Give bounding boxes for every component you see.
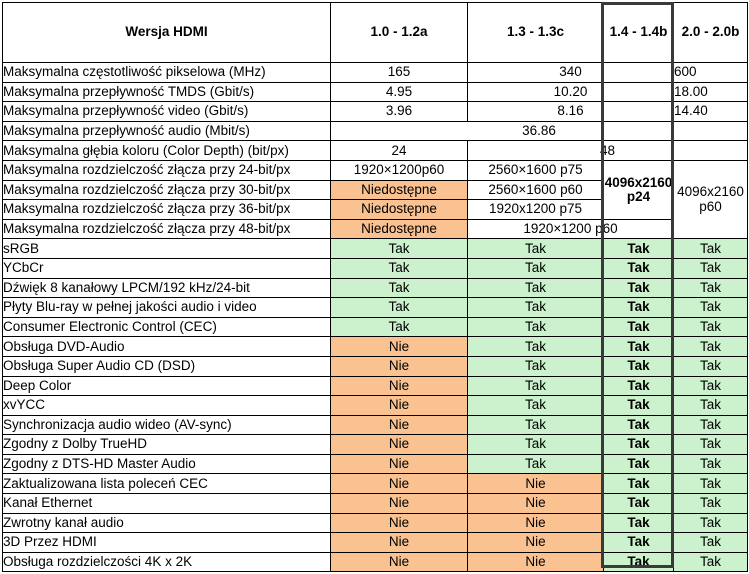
value-cell: Tak xyxy=(674,258,748,278)
value-cell: 3.96 xyxy=(331,102,468,122)
value-cell: Tak xyxy=(468,454,604,474)
row-label: Zwrotny kanał audio xyxy=(3,513,331,533)
value-cell: Tak xyxy=(468,239,604,259)
row-label: Dźwięk 8 kanałowy LPCM/192 kHz/24-bit xyxy=(3,278,331,298)
value-cell: Tak xyxy=(604,258,674,278)
row-audio-return-channel xyxy=(3,513,748,533)
hdmi-version-table xyxy=(2,2,748,572)
value-cell: Tak xyxy=(331,298,468,318)
value-cell-hdmi20-max-res: 4096x2160 p60 xyxy=(674,160,748,238)
value-cell: 36.86 xyxy=(331,121,748,141)
value-cell: Nie xyxy=(331,337,468,357)
col-header-10-12a: 1.0 - 1.2a xyxy=(331,3,468,63)
value-cell: Tak xyxy=(604,317,674,337)
value-cell: Tak xyxy=(674,396,748,416)
row-label: Maksymalna przepływność TMDS (Gbit/s) xyxy=(3,82,331,102)
value-cell: Tak xyxy=(604,239,674,259)
value-cell: Nie xyxy=(331,533,468,553)
header-row xyxy=(3,3,748,63)
row-ethernet-channel xyxy=(3,494,748,514)
value-cell: Tak xyxy=(674,454,748,474)
row-label: Maksymalna głębia koloru (Color Depth) (bit/px) xyxy=(3,141,331,161)
row-label: Płyty Blu-ray w pełnej jakości audio i video xyxy=(3,298,331,318)
value-cell: Niedostępne xyxy=(331,180,468,200)
row-label: 3D Przez HDMI xyxy=(3,533,331,553)
value-cell: Nie xyxy=(468,474,604,494)
value-cell: Tak xyxy=(468,396,604,416)
row-label: Maksymalna przepływność audio (Mbit/s) xyxy=(3,121,331,141)
value-cell: Tak xyxy=(604,356,674,376)
row-ycbcr xyxy=(3,258,748,278)
row-label: Synchronizacja audio wideo (AV-sync) xyxy=(3,415,331,435)
value-cell: Tak xyxy=(674,278,748,298)
value-cell: Tak xyxy=(674,552,748,572)
value-cell: Tak xyxy=(674,376,748,396)
value-cell: 1920×1200 p60 xyxy=(468,219,674,239)
value-cell: Tak xyxy=(604,494,674,514)
value-cell: Nie xyxy=(331,356,468,376)
row-label: Kanał Ethernet xyxy=(3,494,331,514)
row-label: Maksymalna rozdzielczość złącza przy 48-bit/px xyxy=(3,219,331,239)
row-label: Zgodny z Dolby TrueHD xyxy=(3,435,331,455)
value-cell: Tak xyxy=(468,415,604,435)
row-label: Zgodny z DTS-HD Master Audio xyxy=(3,454,331,474)
value-cell: Tak xyxy=(604,552,674,572)
row-av-sync xyxy=(3,415,748,435)
value-cell: Tak xyxy=(468,376,604,396)
row-xvycc xyxy=(3,396,748,416)
value-cell: Nie xyxy=(468,513,604,533)
value-cell: Nie xyxy=(331,396,468,416)
value-cell: 1920×1200p60 xyxy=(331,160,468,180)
value-cell: Tak xyxy=(331,278,468,298)
row-lpcm-audio xyxy=(3,278,748,298)
value-cell: Nie xyxy=(331,474,468,494)
value-cell: Tak xyxy=(604,435,674,455)
value-cell: Nie xyxy=(468,494,604,514)
value-cell: Tak xyxy=(674,298,748,318)
value-cell: Tak xyxy=(331,258,468,278)
row-label: sRGB xyxy=(3,239,331,259)
value-cell: Tak xyxy=(331,317,468,337)
col-header-14-14b: 1.4 - 1.4b xyxy=(604,3,674,63)
row-tmds-bandwidth xyxy=(3,82,748,102)
row-deep-color xyxy=(3,376,748,396)
row-resolution-48bit xyxy=(3,219,748,239)
value-cell: 600 xyxy=(674,63,748,83)
value-cell: Nie xyxy=(331,552,468,572)
value-cell: Tak xyxy=(604,415,674,435)
row-cec-updated-commands xyxy=(3,474,748,494)
value-cell: Tak xyxy=(331,239,468,259)
value-cell: Tak xyxy=(468,278,604,298)
value-cell: Tak xyxy=(468,337,604,357)
value-cell: 2560×1600 p75 xyxy=(468,160,604,180)
value-cell: Tak xyxy=(604,396,674,416)
value-cell: Nie xyxy=(331,454,468,474)
value-cell: 8.16 xyxy=(468,102,674,122)
value-cell: Tak xyxy=(674,494,748,514)
row-label: xvYCC xyxy=(3,396,331,416)
value-cell: Tak xyxy=(604,533,674,553)
value-cell: Niedostępne xyxy=(331,200,468,220)
col-header-13-13c: 1.3 - 1.3c xyxy=(468,3,604,63)
row-pixel-clock xyxy=(3,63,748,83)
row-resolution-24bit xyxy=(3,160,748,180)
value-cell: 165 xyxy=(331,63,468,83)
value-cell: 1920x1200 p75 xyxy=(468,200,604,220)
value-cell: Tak xyxy=(468,356,604,376)
value-cell: 24 xyxy=(331,141,468,161)
row-srgb xyxy=(3,239,748,259)
row-label: Maksymalna przepływność video (Gbit/s) xyxy=(3,102,331,122)
header-version-label: Wersja HDMI xyxy=(3,3,331,63)
value-cell-hdmi14-max-res: 4096x2160 p24 xyxy=(604,160,674,219)
value-cell: Tak xyxy=(604,278,674,298)
value-cell: Nie xyxy=(331,494,468,514)
row-label: Consumer Electronic Control (CEC) xyxy=(3,317,331,337)
row-video-bandwidth xyxy=(3,102,748,122)
value-cell: Tak xyxy=(468,298,604,318)
value-cell: Tak xyxy=(468,258,604,278)
value-cell: 4.95 xyxy=(331,82,468,102)
col-header-20-20b: 2.0 - 2.0b xyxy=(674,3,748,63)
row-label: Obsługa rozdzielczości 4K x 2K xyxy=(3,552,331,572)
value-cell: 2560×1600 p60 xyxy=(468,180,604,200)
row-color-depth xyxy=(3,141,748,161)
value-cell: Tak xyxy=(674,356,748,376)
value-cell: Tak xyxy=(674,317,748,337)
row-dolby-truehd xyxy=(3,435,748,455)
row-label: Maksymalna rozdzielczość złącza przy 30-bit/px xyxy=(3,180,331,200)
value-cell: Tak xyxy=(604,337,674,357)
value-cell: 18.00 xyxy=(674,82,748,102)
row-bluray-full-quality xyxy=(3,298,748,318)
row-sacd-dsd xyxy=(3,356,748,376)
row-dvd-audio xyxy=(3,337,748,357)
row-label: Maksymalna rozdzielczość złącza przy 24-bit/px xyxy=(3,160,331,180)
value-cell: Nie xyxy=(331,435,468,455)
value-cell: Nie xyxy=(331,376,468,396)
value-cell: Nie xyxy=(331,415,468,435)
value-cell: Tak xyxy=(674,513,748,533)
row-label: Obsługa DVD-Audio xyxy=(3,337,331,357)
row-label: Maksymalna rozdzielczość złącza przy 36-bit/px xyxy=(3,200,331,220)
row-4k-2k-support xyxy=(3,552,748,572)
row-cec xyxy=(3,317,748,337)
value-cell: Niedostępne xyxy=(331,219,468,239)
row-label: Deep Color xyxy=(3,376,331,396)
value-cell: 10.20 xyxy=(468,82,674,102)
value-cell: Tak xyxy=(674,435,748,455)
value-cell: Tak xyxy=(674,533,748,553)
row-label: Zaktualizowana lista poleceń CEC xyxy=(3,474,331,494)
row-label: Maksymalna częstotliwość pikselowa (MHz) xyxy=(3,63,331,83)
value-cell: Tak xyxy=(604,513,674,533)
value-cell: Tak xyxy=(674,474,748,494)
value-cell: Nie xyxy=(331,513,468,533)
value-cell: Tak xyxy=(604,376,674,396)
value-cell: Nie xyxy=(468,533,604,553)
row-label: YCbCr xyxy=(3,258,331,278)
row-dts-hd-master xyxy=(3,454,748,474)
value-cell: Tak xyxy=(674,337,748,357)
value-cell: Tak xyxy=(604,298,674,318)
value-cell: Nie xyxy=(468,552,604,572)
row-3d-over-hdmi xyxy=(3,533,748,553)
value-cell: Tak xyxy=(604,474,674,494)
value-cell: Tak xyxy=(604,454,674,474)
value-cell: 48 xyxy=(468,141,748,161)
value-cell: Tak xyxy=(674,415,748,435)
row-audio-bandwidth xyxy=(3,121,748,141)
value-cell: Tak xyxy=(468,435,604,455)
value-cell: 340 xyxy=(468,63,674,83)
row-label: Obsługa Super Audio CD (DSD) xyxy=(3,356,331,376)
value-cell: 14.40 xyxy=(674,102,748,122)
value-cell: Tak xyxy=(674,239,748,259)
value-cell: Tak xyxy=(468,317,604,337)
